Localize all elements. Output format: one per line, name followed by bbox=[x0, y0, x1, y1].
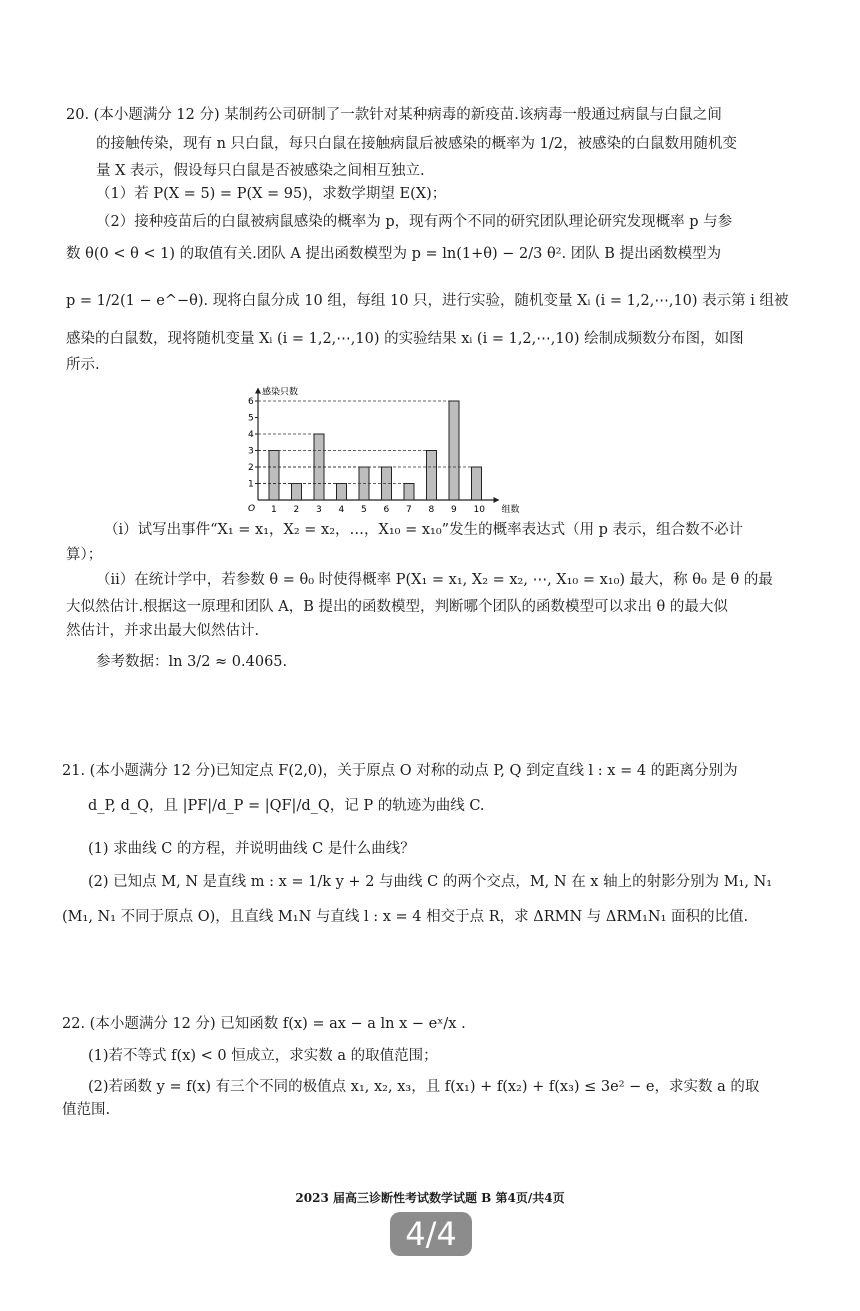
x-tick-label: 1 bbox=[271, 505, 277, 515]
y-axis-label: 感染只数 bbox=[262, 387, 299, 398]
bar bbox=[292, 484, 302, 501]
q20-part-2-line-3: p = 1/2(1 − e^−θ). 现将白鼠分成 10 组，每组 10 只，进行实验，随机变量 Xᵢ (i = 1,2,⋯,10) 表示第 i 组被 bbox=[66, 293, 789, 309]
bar bbox=[472, 467, 482, 500]
q20-sub-ii-line-2: 大似然估计.根据这一原理和团队 A，B 提出的函数模型，判断哪个团队的函数模型可以求出 θ 的最大似 bbox=[66, 599, 728, 615]
q20-sub-i-line-2: 算）； bbox=[66, 547, 103, 563]
q20-sub-i-line-1: （i）试写出事件“X₁ = x₁，X₂ = x₂，…，X₁₀ = x₁₀”发生的概率表达式（用 p 表示，组合数不必计 bbox=[104, 522, 744, 538]
y-tick-label: 4 bbox=[248, 430, 254, 440]
x-tick-label: 8 bbox=[428, 505, 435, 515]
q22-part-2-line-1: (2)若函数 y = f(x) 有三个不同的极值点 x₁, x₂, x₃，且 f(x₁) + f(x₂) + f(x₃) ≤ 3e² − e，求实数 a 的取 bbox=[88, 1079, 760, 1095]
x-axis-arrow bbox=[494, 497, 500, 503]
y-tick-label: 2 bbox=[248, 463, 254, 473]
q20-line-3: 量 X 表示，假设每只白鼠是否被感染之间相互独立. bbox=[96, 163, 425, 179]
x-tick-label: 2 bbox=[293, 505, 300, 515]
y-tick-label: 6 bbox=[248, 397, 254, 407]
q21-part-2-line-1: (2) 已知点 M, N 是直线 m : x = 1/k y + 2 与曲线 C 的两个交点，M, N 在 x 轴上的射影分别为 M₁, N₁ bbox=[88, 874, 773, 890]
q20-line-2: 的接触传染，现有 n 只白鼠，每只白鼠在接触病鼠后被感染的概率为 1/2，被感染的白鼠数用随机变 bbox=[96, 136, 737, 152]
q20-part-1: （1）若 P(X = 5) = P(X = 95)，求数学期望 E(X)； bbox=[96, 186, 447, 202]
x-tick-label: 5 bbox=[361, 505, 367, 515]
x-tick-label: 9 bbox=[451, 505, 457, 515]
q22-part-2-line-2: 值范围. bbox=[62, 1102, 111, 1118]
y-tick-label: 3 bbox=[248, 446, 254, 457]
q21-line-2: d_P, d_Q，且 |PF|/d_P = |QF|/d_Q，记 P 的轨迹为曲线 C. bbox=[88, 798, 485, 814]
q20-part-2-line-2: 数 θ(0 < θ < 1) 的取值有关.团队 A 提出函数模型为 p = ln(1+θ) − 2/3 θ². 团队 B 提出函数模型为 bbox=[66, 246, 722, 262]
q21-part-2-line-2: (M₁, N₁ 不同于原点 O)，且直线 M₁N 与直线 l : x = 4 相交于点 R，求 ΔRMN 与 ΔRM₁N₁ 面积的比值. bbox=[62, 909, 749, 925]
bar bbox=[427, 451, 437, 501]
x-axis-label: 组数 bbox=[501, 505, 520, 515]
q20-part-2-line-1: （2）接种疫苗后的白鼠被病鼠感染的概率为 p，现有两个不同的研究团队理论研究发现概率 p 与参 bbox=[96, 214, 733, 230]
q20-line-1: 20. (本小题满分 12 分) 某制药公司研制了一款针对某种病毒的新疫苗.该病毒一般通过病鼠与白鼠之间 bbox=[66, 107, 722, 123]
x-tick-label: 4 bbox=[338, 505, 345, 515]
origin-label: O bbox=[248, 504, 256, 514]
y-tick-label: 1 bbox=[248, 479, 254, 490]
x-tick-label: 7 bbox=[406, 505, 412, 515]
q20-sub-ii-line-1: （ii）在统计学中，若参数 θ = θ₀ 时使得概率 P(X₁ = x₁, X₂ = x₂, ⋯, X₁₀ = x₁₀) 最大，称 θ₀ 是 θ 的最 bbox=[96, 572, 773, 588]
y-tick-label: 5 bbox=[248, 413, 254, 424]
page-footer: 2023 届高三诊断性考试数学试题 B 第4页/共4页 bbox=[295, 1191, 565, 1205]
bar bbox=[404, 484, 414, 501]
bar bbox=[449, 401, 459, 500]
q22-line-1: 22. (本小题满分 12 分) 已知函数 f(x) = ax − a ln x − eˣ/x . bbox=[62, 1016, 466, 1032]
frequency-bar-chart bbox=[236, 372, 520, 520]
q20-sub-ii-line-3: 然估计，并求出最大似然估计. bbox=[66, 623, 260, 639]
x-tick-label: 10 bbox=[473, 505, 485, 515]
y-axis-arrow bbox=[255, 388, 261, 394]
bar bbox=[337, 484, 347, 501]
q21-part-1: (1) 求曲线 C 的方程，并说明曲线 C 是什么曲线？ bbox=[88, 841, 415, 857]
q20-reference-data: 参考数据：ln 3/2 ≈ 0.4065. bbox=[96, 654, 288, 670]
page-indicator-badge: 4/4 bbox=[390, 1212, 472, 1256]
q22-part-1: (1)若不等式 f(x) < 0 恒成立，求实数 a 的取值范围； bbox=[88, 1048, 438, 1064]
bar bbox=[269, 451, 279, 501]
x-tick-label: 6 bbox=[383, 505, 390, 515]
q21-line-1: 21. (本小题满分 12 分)已知定点 F(2,0)，关于原点 O 对称的动点 P, Q 到定直线 l : x = 4 的距离分别为 bbox=[62, 763, 738, 779]
q20-part-2-line-4: 感染的白鼠数，现将随机变量 Xᵢ (i = 1,2,⋯,10) 的实验结果 xᵢ (i = 1,2,⋯,10) 绘制成频数分布图，如图 bbox=[66, 331, 744, 347]
q20-part-2-line-5: 所示. bbox=[66, 357, 100, 373]
x-tick-label: 3 bbox=[316, 505, 322, 515]
